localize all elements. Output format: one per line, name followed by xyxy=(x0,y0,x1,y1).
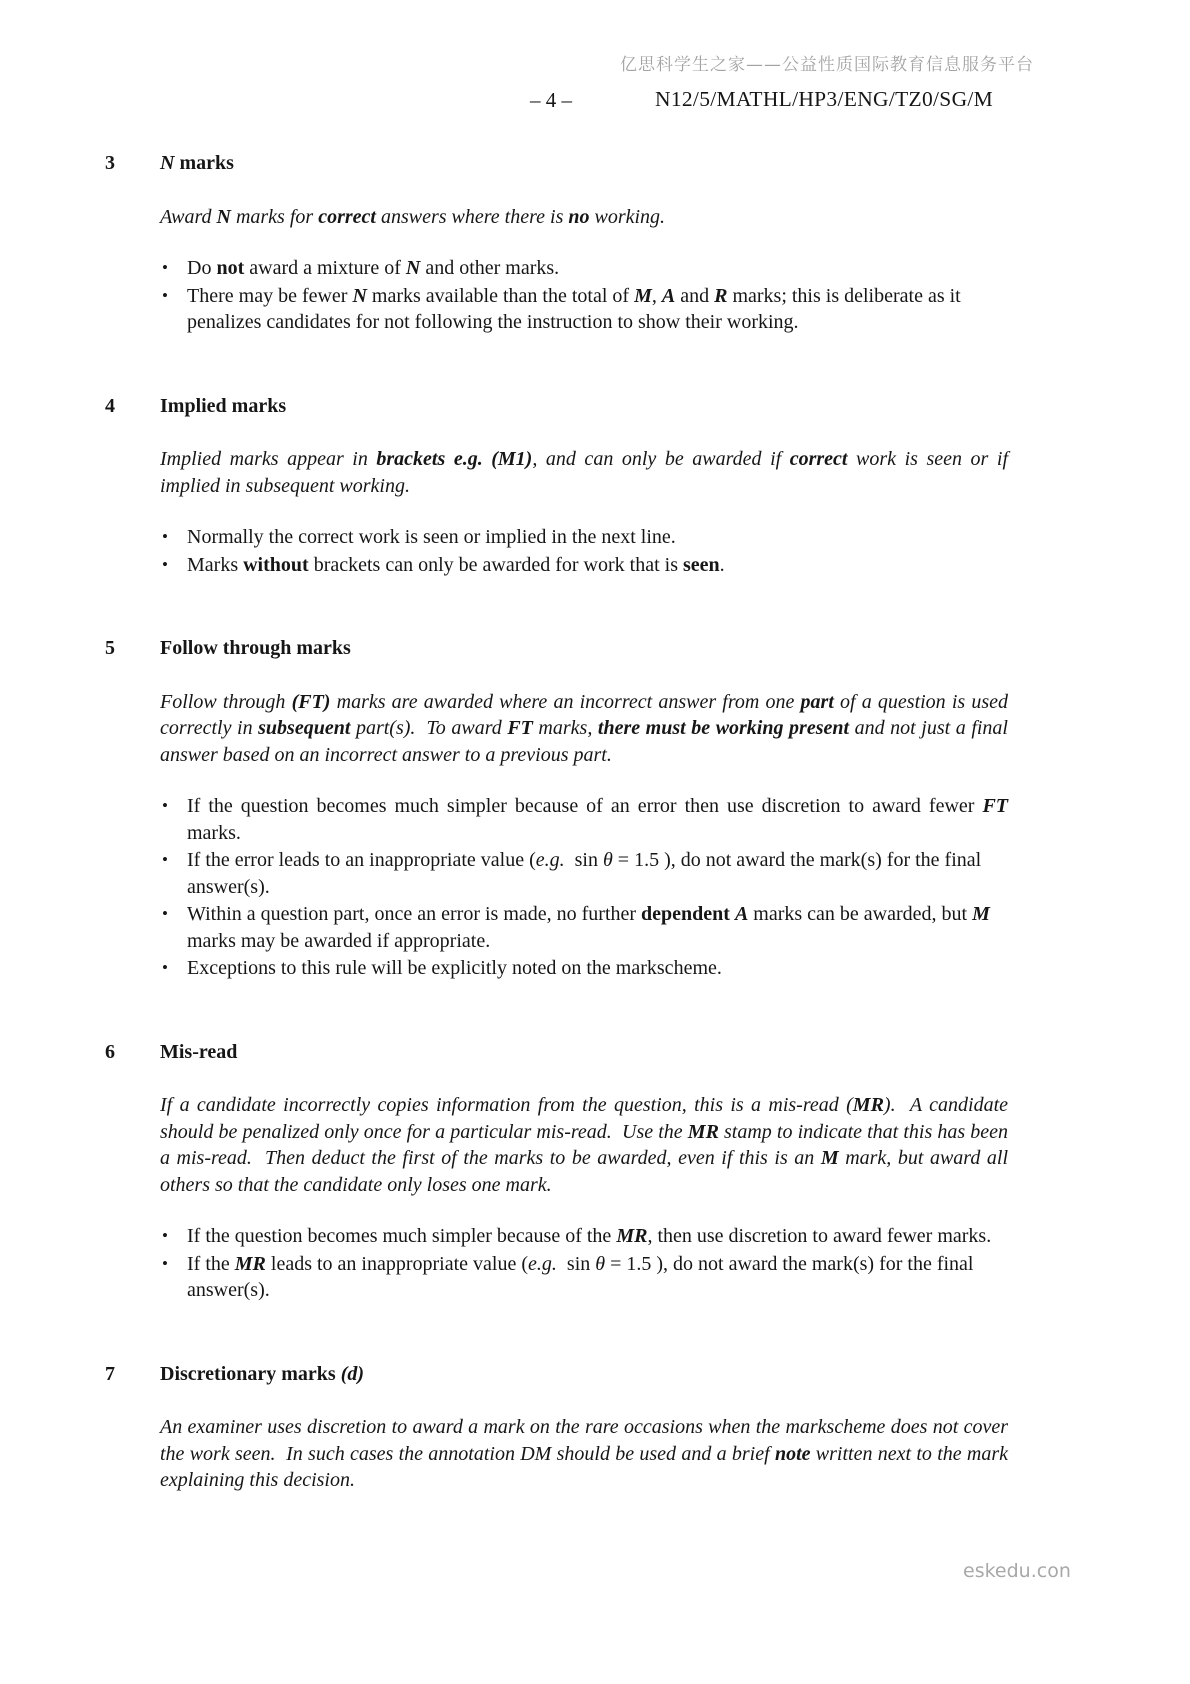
bullet-item: • Normally the correct work is seen or implied in the next line. xyxy=(160,524,1008,551)
section-n-marks xyxy=(105,150,1008,336)
bullet-list xyxy=(160,793,1013,982)
section-title: Mis-read xyxy=(160,1040,238,1063)
section-title: Follow through marks xyxy=(160,637,351,659)
bullet-item: • Exceptions to this rule will be explicitly noted on the markscheme. xyxy=(160,955,1008,982)
section-intro: Implied marks appear in brackets e.g. (M1), and can only be awarded if correct work is seen or if implied in subsequent working. xyxy=(160,448,1014,497)
section-title: N marks xyxy=(160,152,234,174)
watermark-top: 亿思科学生之家——公益性质国际教育信息服务平台 xyxy=(620,55,1034,75)
doc-code: N12/5/MATHL/HP3/ENG/TZ0/SG/M xyxy=(655,87,994,111)
section-intro: An examiner uses discretion to award a mark on the rare occasions when the markscheme does not cover the work seen. In such cases the annotation DM should be used and a brief note written next to the mark explaining this decision. xyxy=(160,1416,1014,1491)
bullet-item: • If the MR leads to an inappropriate value (e.g. sin θ = 1.5 ), do not award the mark(s) for the final answer(s). xyxy=(160,1251,1008,1304)
section-number: 6 xyxy=(105,1040,115,1063)
section-number: 5 xyxy=(105,637,115,659)
section-mis-read xyxy=(105,1039,1014,1304)
bullet-item: • If the question becomes much simpler because of an error then use discretion to award fewer FT marks. xyxy=(160,793,1008,846)
bullet-list xyxy=(160,1223,1008,1304)
section-implied-marks xyxy=(105,393,1014,579)
bullet-list xyxy=(160,524,1008,578)
section-number: 3 xyxy=(105,152,115,174)
section-intro: Award N marks for correct answers where there is no working. xyxy=(160,205,666,228)
document-body xyxy=(105,150,1014,1551)
section-intro: Follow through (FT) marks are awarded where an incorrect answer from one part of a question is used correctly in subsequent part(s). To award FT marks, there must be working present and not just a final answer based on an incorrect answer to a previous part. xyxy=(160,690,1013,766)
section-intro: If a candidate incorrectly copies information from the question, this is a mis-read (MR). A candidate should be penalized only once for a particular mis-read. Use the MR stamp to indicate that this has been a mis-read. Then deduct the first of the marks to be awarded, even if this is an M mark, but award all others so that the candidate only loses one mark. xyxy=(160,1094,1014,1196)
bullet-item: • Marks without brackets can only be awarded for work that is seen. xyxy=(160,552,1008,579)
bullet-list xyxy=(160,255,1008,336)
section-title: Implied marks xyxy=(160,394,287,417)
bullet-item: • Do not award a mixture of N and other marks. xyxy=(160,255,1008,282)
section-follow-through-marks xyxy=(105,635,1013,982)
page-number: – 4 – xyxy=(530,88,572,112)
section-number: 4 xyxy=(105,394,115,417)
section-number: 7 xyxy=(105,1362,115,1385)
section-discretionary-marks xyxy=(105,1361,1014,1494)
watermark-bottom: eskedu.con xyxy=(963,1560,1071,1582)
bullet-item: • If the question becomes much simpler because of the MR, then use discretion to award fewer marks. xyxy=(160,1223,1008,1250)
bullet-item: • If the error leads to an inappropriate value (e.g. sin θ = 1.5 ), do not award the mark(s) for the final answer(s). xyxy=(160,847,1008,900)
bullet-item: • There may be fewer N marks available than the total of M, A and R marks; this is deliberate as it penalizes candidates for not following the instruction to show their working. xyxy=(160,283,1008,336)
bullet-item: • Within a question part, once an error is made, no further dependent A marks can be awarded, but M marks may be awarded if appropriate. xyxy=(160,901,1008,954)
section-title: Discretionary marks (d) xyxy=(160,1362,365,1385)
